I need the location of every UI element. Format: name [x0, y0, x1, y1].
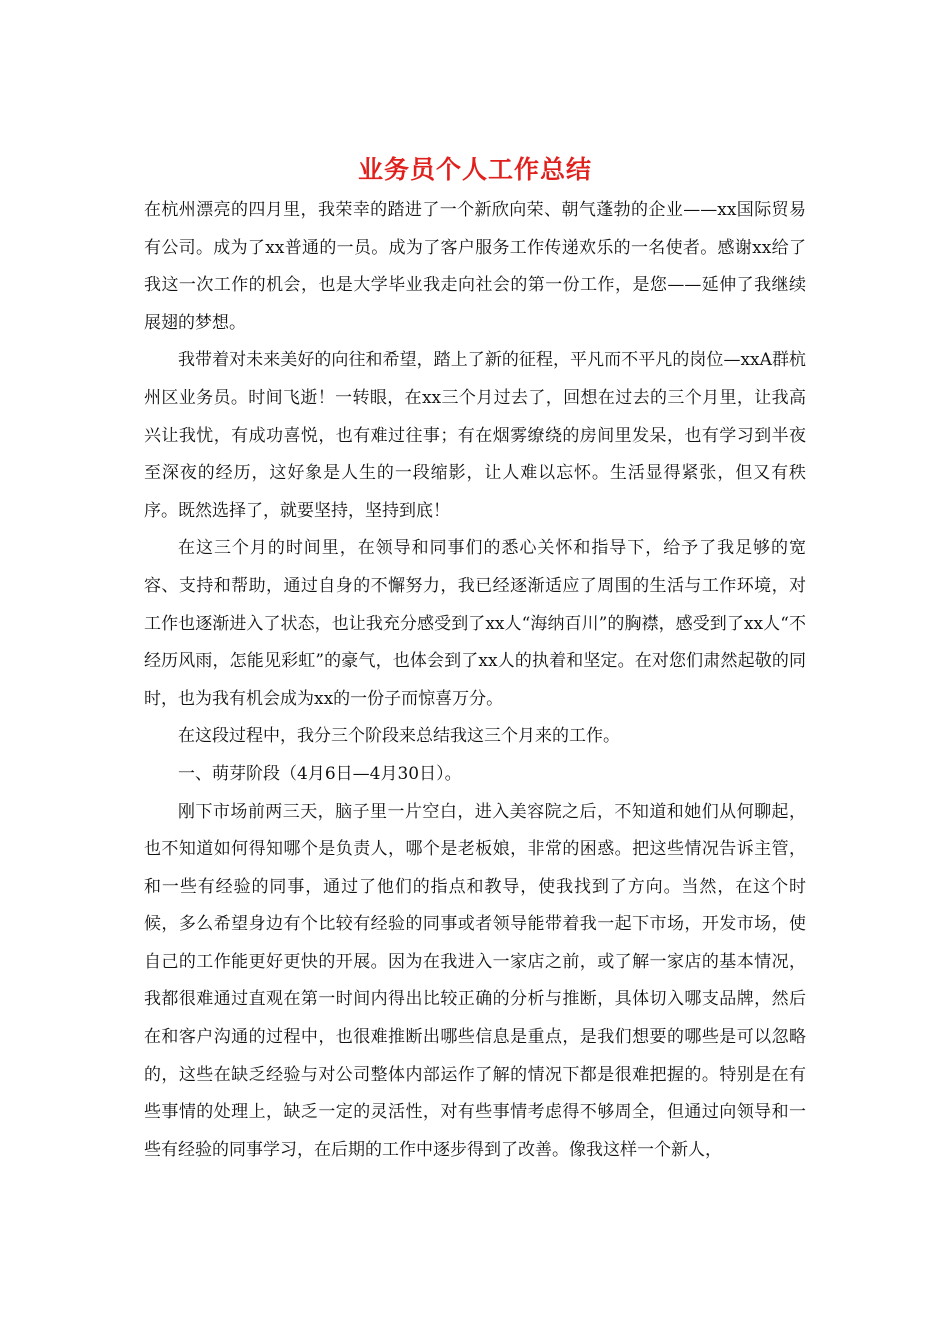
paragraph-3: 在这三个月的时间里，在领导和同事们的悉心关怀和指导下，给予了我足够的宽容、支持和帮助，通过自身的不懈努力，我已经逐渐适应了周围的生活与工作环境，对工作也逐渐进入了状态，也让我充分感受到了xx人“海纳百川”的胸襟，感受到了xx人“不经历风雨，怎能见彩虹”的豪气，也体会到了xx人的执着和坚定。在对您们肃然起敬的同时，也为我有机会成为xx的一份子而惊喜万分。: [144, 538, 806, 709]
paragraph-2: 我带着对未来美好的向往和希望，踏上了新的征程，平凡而不平凡的岗位—xxA群杭州区业务员。时间飞逝！一转眼，在xx三个月过去了，回想在过去的三个月里，让我高兴让我忧，有成功喜悦，也有难过往事；有在烟雾缭绕的房间里发呆，也有学习到半夜至深夜的经历，这好象是人生的一段缩影，让人难以忘怀。生活显得紧张，但又有秩序。既然选择了，就要坚持，坚持到底！: [144, 350, 806, 521]
paragraph-5: 刚下市场前两三天，脑子里一片空白，进入美容院之后，不知道和她们从何聊起，也不知道如何得知哪个是负责人，哪个是老板娘，非常的困惑。把这些情况告诉主管，和一些有经验的同事，通过了他们的指点和教导，使我找到了方向。当然，在这个时候，多么希望身边有个比较有经验的同事或者领导能带着我一起下市场，开发市场，使自己的工作能更好更快的开展。因为在我进入一家店之前，或了解一家店的基本情况，我都很难通过直观在第一时间内得出比较正确的分析与推断，具体切入哪支品牌，然后在和客户沟通的过程中，也很难推断出哪些信息是重点，是我们想要的哪些是可以忽略的，这些在缺乏经验与对公司整体内部运作了解的情况下都是很难把握的。特别是在有些事情的处理上，缺乏一定的灵活性，对有些事情考虑得不够周全，但通过向领导和一些有经验的同事学习，在后期的工作中逐步得到了改善。像我这样一个新人，: [144, 801, 806, 1160]
document-body: [144, 192, 806, 1169]
paragraph-4: 在这段过程中，我分三个阶段来总结我这三个月来的工作。: [178, 726, 620, 747]
document-title: 业务员个人工作总结: [357, 155, 592, 184]
paragraph-1: 在杭州漂亮的四月里，我荣幸的踏进了一个新欣向荣、朝气蓬勃的企业——xx国际贸易有公司。成为了xx普通的一员。成为了客户服务工作传递欢乐的一名使者。感谢xx给了我这一次工作的机会，也是大学毕业我走向社会的第一份工作，是您——延伸了我继续展翅的梦想。: [144, 200, 806, 333]
section-heading-1: 一、萌芽阶段（4月6日—4月30日）。: [178, 763, 462, 784]
